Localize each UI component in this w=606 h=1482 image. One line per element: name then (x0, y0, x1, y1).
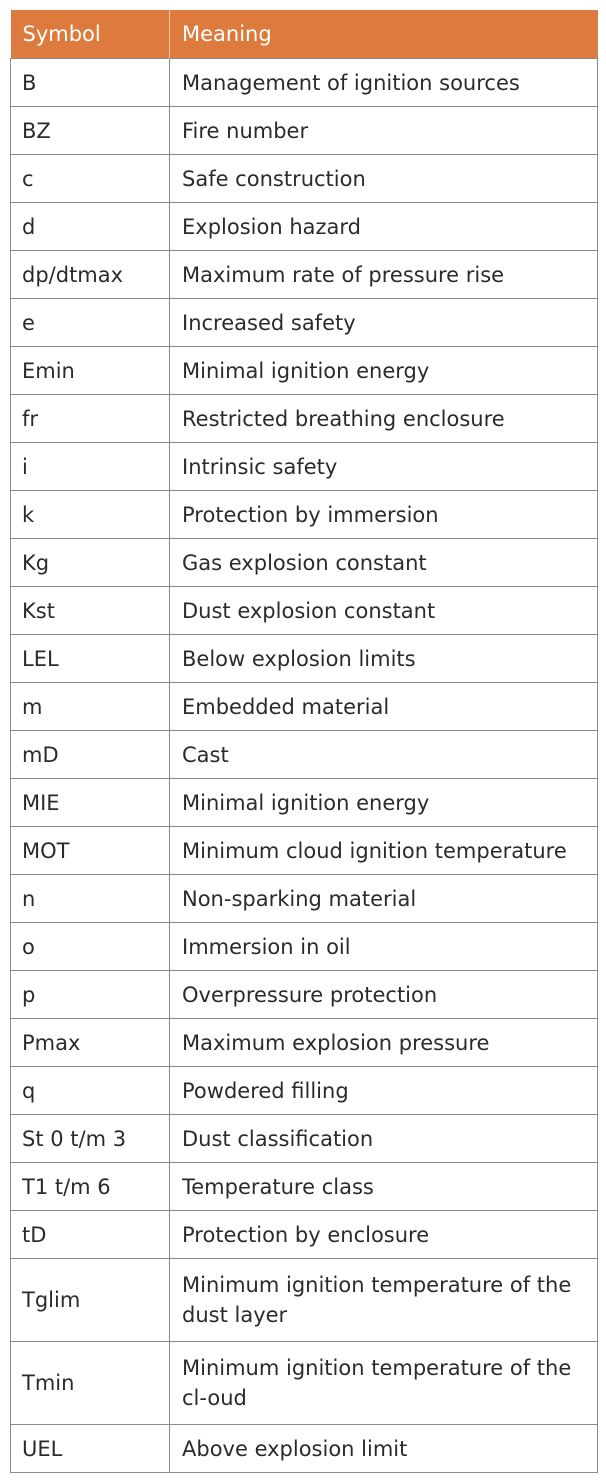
symbol-cell: St 0 t/m 3 (11, 1115, 170, 1163)
table-row (11, 1067, 598, 1115)
symbol-cell: tD (11, 1211, 170, 1259)
symbol-cell: Tmin (11, 1342, 170, 1425)
symbol-table (10, 10, 598, 1473)
symbol-cell: UEL (11, 1425, 170, 1473)
meaning-cell: Maximum explosion pressure (170, 1019, 598, 1067)
table-row (11, 1342, 598, 1425)
meaning-cell: Embedded material (170, 683, 598, 731)
column-header-meaning: Meaning (170, 10, 598, 59)
column-header-symbol: Symbol (11, 10, 170, 59)
table-row (11, 1019, 598, 1067)
table-row (11, 395, 598, 443)
table-row (11, 1163, 598, 1211)
symbol-cell: T1 t/m 6 (11, 1163, 170, 1211)
meaning-cell: Powdered filling (170, 1067, 598, 1115)
symbol-cell: n (11, 875, 170, 923)
symbol-cell: Emin (11, 347, 170, 395)
symbol-cell: fr (11, 395, 170, 443)
table-row (11, 203, 598, 251)
meaning-cell: Dust explosion constant (170, 587, 598, 635)
table-row (11, 875, 598, 923)
meaning-cell: Minimum cloud ignition temperature (170, 827, 598, 875)
meaning-cell: Minimal ignition energy (170, 347, 598, 395)
table-row (11, 1425, 598, 1473)
meaning-cell: Cast (170, 731, 598, 779)
table-row (11, 683, 598, 731)
meaning-cell: Minimal ignition energy (170, 779, 598, 827)
meaning-cell: Temperature class (170, 1163, 598, 1211)
table-row (11, 971, 598, 1019)
meaning-cell: Increased safety (170, 299, 598, 347)
symbol-cell: c (11, 155, 170, 203)
symbol-table-container (10, 10, 597, 1473)
symbol-cell: q (11, 1067, 170, 1115)
table-row (11, 779, 598, 827)
table-row (11, 107, 598, 155)
symbol-cell: p (11, 971, 170, 1019)
table-row (11, 1115, 598, 1163)
symbol-cell: MIE (11, 779, 170, 827)
meaning-cell: Protection by enclosure (170, 1211, 598, 1259)
table-row (11, 539, 598, 587)
symbol-cell: i (11, 443, 170, 491)
symbol-cell: o (11, 923, 170, 971)
meaning-cell: Protection by immersion (170, 491, 598, 539)
table-body (11, 59, 598, 1473)
table-row (11, 1211, 598, 1259)
symbol-cell: d (11, 203, 170, 251)
meaning-cell: Explosion hazard (170, 203, 598, 251)
meaning-cell: Immersion in oil (170, 923, 598, 971)
meaning-cell: Fire number (170, 107, 598, 155)
meaning-cell: Dust classification (170, 1115, 598, 1163)
meaning-cell: Minimum ignition temperature of the cl-oud (170, 1342, 598, 1425)
meaning-cell: Restricted breathing enclosure (170, 395, 598, 443)
symbol-cell: Tglim (11, 1259, 170, 1342)
meaning-cell: Above explosion limit (170, 1425, 598, 1473)
symbol-cell: LEL (11, 635, 170, 683)
table-row (11, 923, 598, 971)
symbol-cell: Kg (11, 539, 170, 587)
table-row (11, 587, 598, 635)
table-row (11, 731, 598, 779)
symbol-cell: B (11, 59, 170, 107)
meaning-cell: Management of ignition sources (170, 59, 598, 107)
table-row (11, 491, 598, 539)
symbol-cell: mD (11, 731, 170, 779)
table-row (11, 443, 598, 491)
meaning-cell: Safe construction (170, 155, 598, 203)
symbol-cell: k (11, 491, 170, 539)
symbol-cell: MOT (11, 827, 170, 875)
symbol-cell: Kst (11, 587, 170, 635)
table-row (11, 251, 598, 299)
header-row (11, 10, 598, 59)
meaning-cell: Maximum rate of pressure rise (170, 251, 598, 299)
table-row (11, 299, 598, 347)
meaning-cell: Gas explosion constant (170, 539, 598, 587)
meaning-cell: Intrinsic safety (170, 443, 598, 491)
symbol-cell: BZ (11, 107, 170, 155)
table-header (11, 10, 598, 59)
meaning-cell: Overpressure protection (170, 971, 598, 1019)
symbol-cell: dp/dtmax (11, 251, 170, 299)
meaning-cell: Minimum ignition temperature of the dust layer (170, 1259, 598, 1342)
table-row (11, 1259, 598, 1342)
table-row (11, 155, 598, 203)
symbol-cell: e (11, 299, 170, 347)
table-row (11, 347, 598, 395)
symbol-cell: Pmax (11, 1019, 170, 1067)
table-row (11, 635, 598, 683)
symbol-cell: m (11, 683, 170, 731)
meaning-cell: Non-sparking material (170, 875, 598, 923)
meaning-cell: Below explosion limits (170, 635, 598, 683)
table-row (11, 59, 598, 107)
table-row (11, 827, 598, 875)
